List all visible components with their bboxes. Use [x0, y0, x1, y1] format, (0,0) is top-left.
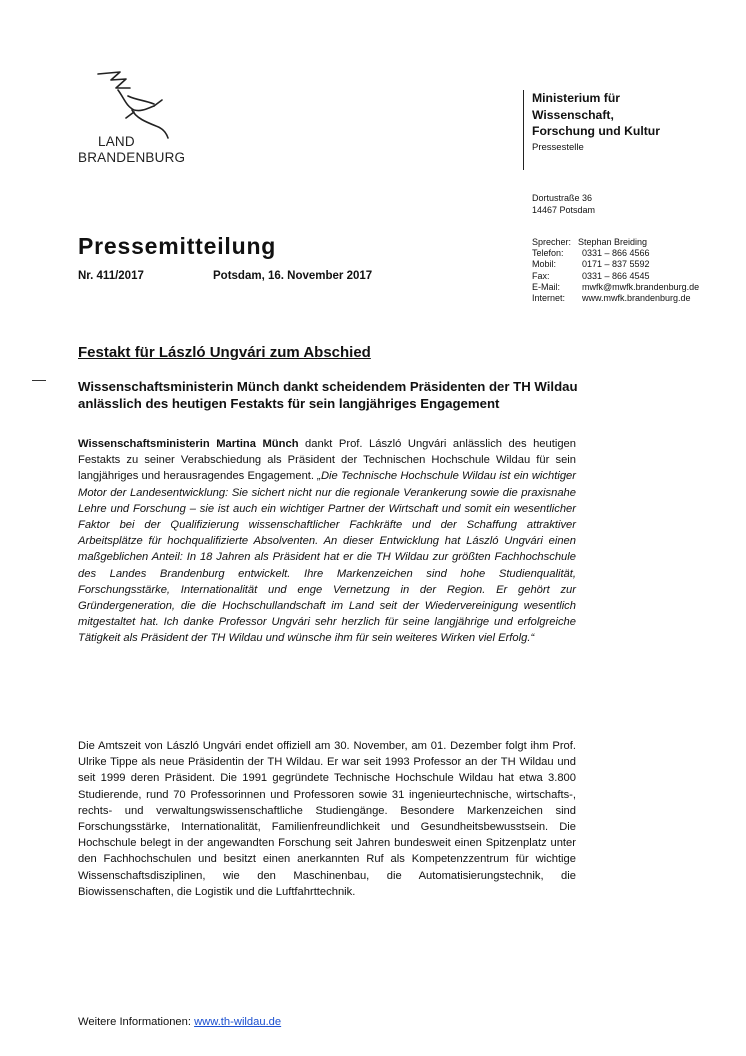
contact-row-speaker — [532, 237, 699, 248]
contact-block — [532, 237, 699, 304]
email-label: E-Mail: — [532, 281, 561, 292]
margin-mark — [32, 380, 46, 381]
contact-row-mobile — [532, 259, 699, 270]
further-info-link[interactable]: www.th-wildau.de — [194, 1016, 282, 1028]
ministry-line-3: Forschung und Kultur — [532, 124, 660, 138]
speaker-label: Sprecher: — [532, 237, 572, 247]
phone-value: 0331 – 866 4566 — [582, 248, 650, 259]
further-info-label: Weitere Informationen: — [78, 1016, 195, 1028]
contact-row-fax — [532, 271, 699, 282]
contact-row-email — [532, 282, 699, 293]
contact-row-internet — [532, 293, 699, 304]
paragraph-1 — [78, 436, 576, 647]
press-office-label: Pressestelle — [532, 141, 584, 153]
paragraph-1-text: dankt Prof. László Ungvári anlässlich des heutigen Festakts zu seiner Verabschiedung als Präsident der Technischen Hochschule Wildau für sein langjähriges und herausragendes Engagement. — [78, 438, 576, 483]
logo-line-land: LAND — [98, 134, 135, 149]
eagle-icon — [96, 70, 186, 140]
land-brandenburg-logo — [78, 70, 218, 180]
fax-label: Fax: — [532, 270, 550, 281]
mobile-value: 0171 – 837 5592 — [582, 259, 650, 270]
address-block — [532, 193, 595, 216]
logo-line-brandenburg: BRANDENBURG — [78, 150, 186, 165]
release-place-date: Potsdam, 16. November 2017 — [213, 270, 373, 282]
release-number: Nr. 411/2017 — [78, 270, 144, 282]
ministry-line-1: Ministerium für — [532, 91, 621, 105]
page-title: Pressemitteilung — [78, 233, 277, 259]
internet-value[interactable]: www.mwfk.brandenburg.de — [582, 293, 691, 304]
email-value[interactable]: mwfk@mwfk.brandenburg.de — [582, 281, 700, 292]
phone-label: Telefon: — [532, 248, 564, 259]
mobile-label: Mobil: — [532, 259, 557, 270]
subheadline: Wissenschaftsministerin Münch dankt scheidendem Präsidenten der TH Wildau anlässlich des heutigen Festakts für sein langjähriges Engagement — [78, 379, 578, 411]
paragraph-1-quote: „Die Technische Hochschule Wildau ist ein wichtiger Motor der Landesentwicklung: Sie sichert nicht nur die regionale Verankerung sowie die praxisnahe Lehre und Forschung – sie ist auch ein wichtiger Partner der Wirtschaft und somit ein wesentlicher Faktor bei der Qualifizierung wissenschaftlicher Fachkräfte und der Schaffung attraktiver Arbeitsplätze für hochqualifizierte Absolventen. An dieser Entwicklung hat László Ungvári einen maßgeblichen Anteil: In 18 Jahren als Präsident hat er die TH Wildau zur größten Fachhochschule des Landes Brandenburg entwickelt. Ihre Markenzeichen sind hohe Studienqualität, Forschungsstärke, Internationalität und enge Vernetzung in der Region. Er gehört zur Gründergeneration, die die Hochschullandschaft im Land seit der Wiedervereinigung wesentlich mitgestaltet hat. Ich danke Professor Ungvári sehr herzlich für seine langjährige und erfolgreiche Tätigkeit als Präsident der TH Wildau und wünsche ihm für sein weiteres Wirken viel Erfolg.“ — [78, 470, 576, 645]
speaker-value: Stephan Breiding — [578, 237, 648, 247]
further-info — [78, 1016, 281, 1028]
address-street: Dortustraße 36 — [532, 193, 593, 203]
ministry-block — [523, 90, 660, 170]
headline: Festakt für László Ungvári zum Abschied — [78, 344, 371, 361]
internet-label: Internet: — [532, 293, 566, 304]
ministry-line-2: Wissenschaft, — [532, 107, 614, 122]
paragraph-2: Die Amtszeit von László Ungvári endet offiziell am 30. November, am 01. Dezember folgt ihm Prof. Ulrike Tippe als neue Präsidentin der TH Wildau. Er war seit 1993 Professor an der TH Wildau und seit 1999 deren Präsident. Die 1991 gegründete Technische Hochschule Wildau hat etwa 3.800 Studierende, rund 70 Professorinnen und Professoren sowie 31 ingenieurtechnische, wirtschafts-, rechts- und verwaltungswissenschaftliche Studiengänge. Besondere Markenzeichen sind Forschungsstärke, Internationalität, Familienfreundlichkeit und Gesundheitsbewusstsein. Die Hochschule belegt in der angewandten Forschung seit Jahren bundesweit einen Spitzenplatz unter den Fachhochschulen und besitzt einen anerkannten Ruf als Kompetenzzentrum für wichtige Wissenschaftsdisziplinen, wie den Maschinenbau, die Automatisierungstechnik, die Biowissenschaften, die Logistik und die Luftfahrttechnik. — [78, 740, 576, 898]
paragraph-1-lead: Wissenschaftsministerin Martina Münch — [78, 438, 299, 450]
contact-row-phone — [532, 248, 699, 259]
fax-value: 0331 – 866 4545 — [582, 270, 650, 281]
address-city: 14467 Potsdam — [532, 204, 596, 215]
